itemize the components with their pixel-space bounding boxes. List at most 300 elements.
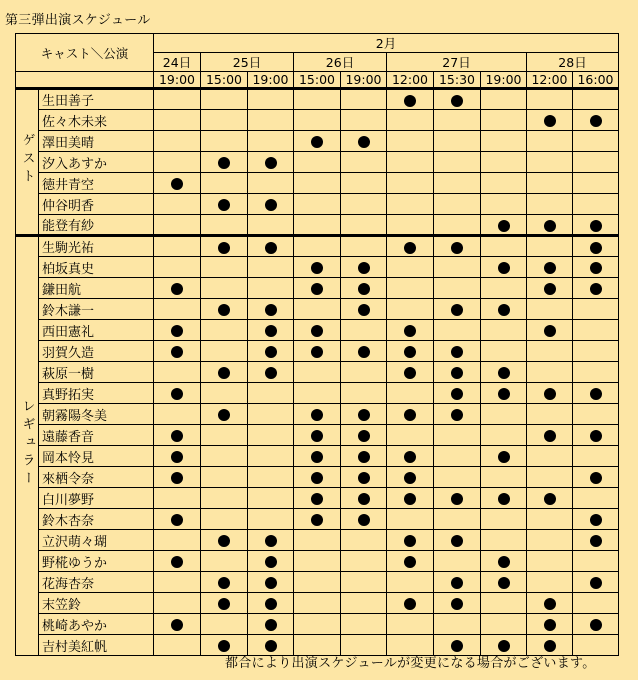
cast-name: 立沢萌々瑚 (39, 530, 154, 551)
appearance-dot-icon (171, 430, 183, 442)
cast-row (16, 320, 619, 341)
show-cell (573, 383, 619, 404)
appearance-dot-icon (498, 577, 510, 589)
appearance-dot-icon (265, 242, 277, 254)
appearance-dot-icon (218, 535, 230, 547)
cast-name: 澤田美晴 (39, 131, 154, 152)
cast-name: 生田善子 (39, 89, 154, 110)
show-cell (201, 446, 248, 467)
show-cell (527, 110, 573, 131)
cast-row (16, 467, 619, 488)
show-cell (481, 530, 527, 551)
show-cell (481, 257, 527, 278)
show-cell (387, 488, 434, 509)
show-cell (341, 341, 387, 362)
show-cell (434, 362, 481, 383)
appearance-dot-icon (498, 451, 510, 463)
appearance-dot-icon (311, 493, 323, 505)
show-cell (201, 509, 248, 530)
group-label-cell (16, 236, 39, 656)
show-cell (154, 530, 201, 551)
cast-name: 萩原一樹 (39, 362, 154, 383)
show-cell (527, 425, 573, 446)
appearance-dot-icon (311, 472, 323, 484)
show-cell (434, 446, 481, 467)
show-cell (248, 530, 294, 551)
show-cell (527, 173, 573, 194)
appearance-dot-icon (590, 115, 602, 127)
show-cell (201, 362, 248, 383)
show-cell (527, 488, 573, 509)
show-cell (481, 467, 527, 488)
show-cell (341, 299, 387, 320)
show-cell (248, 257, 294, 278)
show-cell (248, 320, 294, 341)
appearance-dot-icon (311, 262, 323, 274)
appearance-dot-icon (451, 367, 463, 379)
show-cell (341, 572, 387, 593)
show-cell (154, 467, 201, 488)
show-cell (201, 173, 248, 194)
show-cell (573, 299, 619, 320)
appearance-dot-icon (218, 640, 230, 652)
show-cell (527, 320, 573, 341)
show-cell (387, 509, 434, 530)
appearance-dot-icon (358, 283, 370, 295)
appearance-dot-icon (544, 262, 556, 274)
show-cell (201, 572, 248, 593)
appearance-dot-icon (265, 577, 277, 589)
show-cell (154, 152, 201, 173)
appearance-dot-icon (265, 346, 277, 358)
cast-row (16, 131, 619, 152)
show-cell (154, 89, 201, 110)
show-cell (573, 530, 619, 551)
show-cell (527, 89, 573, 110)
show-cell (294, 530, 341, 551)
appearance-dot-icon (451, 388, 463, 400)
show-cell (387, 194, 434, 215)
show-cell (481, 110, 527, 131)
show-cell (434, 614, 481, 635)
appearance-dot-icon (311, 325, 323, 337)
show-cell (573, 404, 619, 425)
show-cell (527, 614, 573, 635)
show-cell (573, 320, 619, 341)
show-cell (154, 593, 201, 614)
appearance-dot-icon (311, 514, 323, 526)
appearance-dot-icon (358, 409, 370, 421)
show-cell (248, 215, 294, 236)
show-cell (434, 194, 481, 215)
show-cell (481, 551, 527, 572)
cast-row (16, 110, 619, 131)
appearance-dot-icon (358, 262, 370, 274)
show-cell (294, 572, 341, 593)
show-cell (387, 425, 434, 446)
appearance-dot-icon (265, 556, 277, 568)
appearance-dot-icon (171, 472, 183, 484)
cast-row (16, 341, 619, 362)
appearance-dot-icon (498, 220, 510, 232)
show-cell (294, 236, 341, 257)
cast-row (16, 278, 619, 299)
show-cell (154, 194, 201, 215)
cast-name: 鈴木杏奈 (39, 509, 154, 530)
show-cell (248, 383, 294, 404)
show-cell (294, 362, 341, 383)
cast-row (16, 530, 619, 551)
appearance-dot-icon (404, 472, 416, 484)
appearance-dot-icon (358, 514, 370, 526)
appearance-dot-icon (498, 640, 510, 652)
cast-row (16, 488, 619, 509)
cast-name: 徳井青空 (39, 173, 154, 194)
cast-name: 野椛ゆうか (39, 551, 154, 572)
show-cell (387, 299, 434, 320)
show-cell (201, 194, 248, 215)
show-cell (294, 320, 341, 341)
show-cell (573, 509, 619, 530)
date-header: 24日 (154, 53, 201, 72)
show-cell (573, 152, 619, 173)
show-cell (294, 152, 341, 173)
show-cell (294, 467, 341, 488)
time-header: 15:00 (201, 72, 248, 89)
cast-row (16, 572, 619, 593)
show-cell (387, 257, 434, 278)
show-cell (573, 362, 619, 383)
show-cell (527, 278, 573, 299)
show-cell (294, 194, 341, 215)
show-cell (248, 278, 294, 299)
show-cell (434, 110, 481, 131)
show-cell (248, 614, 294, 635)
group-label-cell (16, 89, 39, 236)
show-cell (294, 404, 341, 425)
cast-name: 來栖令奈 (39, 467, 154, 488)
show-cell (201, 89, 248, 110)
cast-row (16, 152, 619, 173)
show-cell (201, 236, 248, 257)
show-cell (481, 152, 527, 173)
show-cell (481, 488, 527, 509)
show-cell (154, 362, 201, 383)
show-cell (248, 299, 294, 320)
show-cell (527, 215, 573, 236)
show-cell (294, 257, 341, 278)
month-header: 2月 (154, 34, 619, 53)
appearance-dot-icon (265, 640, 277, 652)
show-cell (201, 383, 248, 404)
show-cell (294, 488, 341, 509)
appearance-dot-icon (544, 325, 556, 337)
cast-row (16, 404, 619, 425)
appearance-dot-icon (590, 577, 602, 589)
time-header: 15:30 (434, 72, 481, 89)
show-cell (294, 341, 341, 362)
show-cell (341, 152, 387, 173)
show-cell (154, 509, 201, 530)
show-cell (341, 362, 387, 383)
appearance-dot-icon (590, 283, 602, 295)
appearance-dot-icon (544, 115, 556, 127)
appearance-dot-icon (544, 598, 556, 610)
show-cell (294, 215, 341, 236)
date-header: 28日 (527, 53, 619, 72)
show-cell (154, 131, 201, 152)
show-cell (154, 572, 201, 593)
show-cell (434, 467, 481, 488)
show-cell (341, 278, 387, 299)
show-cell (527, 341, 573, 362)
corner-header: キャスト＼公演 (16, 34, 154, 72)
appearance-dot-icon (451, 535, 463, 547)
appearance-dot-icon (218, 409, 230, 421)
show-cell (341, 236, 387, 257)
show-cell (434, 593, 481, 614)
show-cell (341, 404, 387, 425)
show-cell (201, 404, 248, 425)
show-cell (387, 551, 434, 572)
appearance-dot-icon (498, 556, 510, 568)
appearance-dot-icon (265, 325, 277, 337)
show-cell (341, 89, 387, 110)
show-cell (434, 509, 481, 530)
show-cell (573, 488, 619, 509)
show-cell (481, 614, 527, 635)
show-cell (341, 383, 387, 404)
show-cell (481, 194, 527, 215)
appearance-dot-icon (311, 451, 323, 463)
appearance-dot-icon (358, 493, 370, 505)
appearance-dot-icon (498, 262, 510, 274)
appearance-dot-icon (265, 535, 277, 547)
show-cell (341, 194, 387, 215)
time-header: 19:00 (481, 72, 527, 89)
show-cell (201, 488, 248, 509)
show-cell (341, 593, 387, 614)
show-cell (294, 551, 341, 572)
show-cell (201, 110, 248, 131)
show-cell (434, 425, 481, 446)
cast-name: 仲谷明香 (39, 194, 154, 215)
show-cell (387, 341, 434, 362)
appearance-dot-icon (171, 325, 183, 337)
show-cell (248, 551, 294, 572)
appearance-dot-icon (590, 220, 602, 232)
show-cell (387, 467, 434, 488)
cast-name: 羽賀久造 (39, 341, 154, 362)
appearance-dot-icon (404, 409, 416, 421)
show-cell (573, 551, 619, 572)
cast-row (16, 194, 619, 215)
show-cell (248, 362, 294, 383)
show-cell (527, 383, 573, 404)
appearance-dot-icon (590, 472, 602, 484)
show-cell (341, 257, 387, 278)
show-cell (154, 635, 201, 656)
show-cell (387, 110, 434, 131)
show-cell (248, 110, 294, 131)
show-cell (573, 131, 619, 152)
show-cell (573, 572, 619, 593)
cast-name: 遠藤香音 (39, 425, 154, 446)
show-cell (154, 299, 201, 320)
show-cell (387, 593, 434, 614)
show-cell (434, 236, 481, 257)
cast-name: 鈴木謙一 (39, 299, 154, 320)
show-cell (387, 383, 434, 404)
appearance-dot-icon (404, 451, 416, 463)
appearance-dot-icon (358, 346, 370, 358)
show-cell (201, 530, 248, 551)
show-cell (201, 278, 248, 299)
show-cell (481, 404, 527, 425)
show-cell (341, 215, 387, 236)
show-cell (341, 173, 387, 194)
appearance-dot-icon (265, 304, 277, 316)
show-cell (434, 173, 481, 194)
appearance-dot-icon (451, 95, 463, 107)
show-cell (434, 320, 481, 341)
show-cell (481, 131, 527, 152)
show-cell (527, 362, 573, 383)
appearance-dot-icon (404, 535, 416, 547)
show-cell (294, 614, 341, 635)
appearance-dot-icon (218, 304, 230, 316)
show-cell (248, 152, 294, 173)
show-cell (573, 110, 619, 131)
cast-name: 朝霧陽冬美 (39, 404, 154, 425)
show-cell (201, 593, 248, 614)
appearance-dot-icon (544, 220, 556, 232)
show-cell (294, 509, 341, 530)
show-cell (481, 173, 527, 194)
show-cell (434, 383, 481, 404)
show-cell (434, 551, 481, 572)
show-cell (294, 383, 341, 404)
show-cell (527, 152, 573, 173)
show-cell (481, 362, 527, 383)
show-cell (387, 236, 434, 257)
appearance-dot-icon (358, 304, 370, 316)
cast-row (16, 446, 619, 467)
show-cell (248, 467, 294, 488)
show-cell (527, 572, 573, 593)
appearance-dot-icon (544, 493, 556, 505)
footnote: 都合により出演スケジュールが変更になる場合がございます。 (225, 656, 596, 671)
cast-row (16, 425, 619, 446)
show-cell (481, 572, 527, 593)
appearance-dot-icon (404, 242, 416, 254)
corner-header-spacer (16, 72, 154, 89)
show-cell (527, 236, 573, 257)
appearance-dot-icon (544, 640, 556, 652)
show-cell (201, 467, 248, 488)
show-cell (527, 446, 573, 467)
show-cell (294, 593, 341, 614)
show-cell (201, 341, 248, 362)
show-cell (573, 236, 619, 257)
show-cell (434, 89, 481, 110)
show-cell (248, 488, 294, 509)
show-cell (341, 425, 387, 446)
show-cell (387, 446, 434, 467)
appearance-dot-icon (451, 493, 463, 505)
cast-name: 能登有紗 (39, 215, 154, 236)
appearance-dot-icon (171, 178, 183, 190)
show-cell (481, 236, 527, 257)
appearance-dot-icon (358, 430, 370, 442)
show-cell (434, 404, 481, 425)
cast-name: 鎌田航 (39, 278, 154, 299)
group-label: レギュラー (19, 399, 35, 489)
show-cell (481, 299, 527, 320)
appearance-dot-icon (590, 514, 602, 526)
show-cell (573, 446, 619, 467)
show-cell (294, 89, 341, 110)
show-cell (434, 131, 481, 152)
show-cell (341, 488, 387, 509)
appearance-dot-icon (590, 262, 602, 274)
show-cell (154, 215, 201, 236)
appearance-dot-icon (265, 157, 277, 169)
show-cell (341, 614, 387, 635)
appearance-dot-icon (358, 451, 370, 463)
show-cell (294, 278, 341, 299)
appearance-dot-icon (404, 556, 416, 568)
show-cell (387, 173, 434, 194)
cast-row (16, 173, 619, 194)
show-cell (154, 110, 201, 131)
appearance-dot-icon (451, 640, 463, 652)
show-cell (294, 131, 341, 152)
show-cell (248, 173, 294, 194)
appearance-dot-icon (171, 556, 183, 568)
appearance-dot-icon (218, 367, 230, 379)
show-cell (527, 551, 573, 572)
date-header: 26日 (294, 53, 387, 72)
show-cell (154, 551, 201, 572)
show-cell (248, 509, 294, 530)
show-cell (341, 320, 387, 341)
cast-name: 真野拓実 (39, 383, 154, 404)
show-cell (201, 320, 248, 341)
show-cell (341, 131, 387, 152)
show-cell (387, 530, 434, 551)
show-cell (201, 257, 248, 278)
show-cell (387, 152, 434, 173)
show-cell (248, 425, 294, 446)
show-cell (341, 467, 387, 488)
show-cell (294, 446, 341, 467)
show-cell (527, 467, 573, 488)
appearance-dot-icon (311, 430, 323, 442)
show-cell (201, 152, 248, 173)
cast-row (16, 614, 619, 635)
appearance-dot-icon (590, 242, 602, 254)
appearance-dot-icon (544, 430, 556, 442)
show-cell (294, 299, 341, 320)
show-cell (573, 173, 619, 194)
show-cell (387, 614, 434, 635)
appearance-dot-icon (171, 619, 183, 631)
cast-row (16, 551, 619, 572)
show-cell (434, 257, 481, 278)
show-cell (573, 593, 619, 614)
show-cell (341, 446, 387, 467)
